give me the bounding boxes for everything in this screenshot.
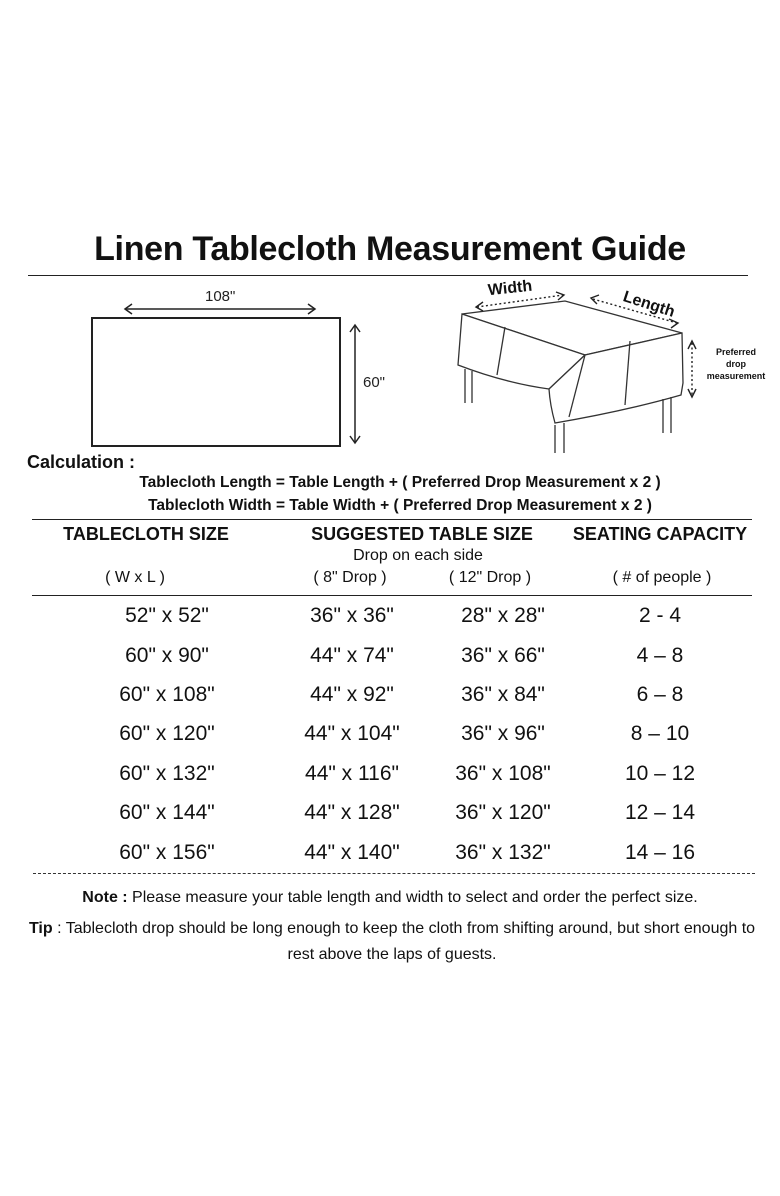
row-3-drop8: 44" x 92" bbox=[310, 683, 394, 706]
row-7-capacity: 14 – 16 bbox=[624, 841, 696, 864]
row-7-drop12: 36" x 132" bbox=[455, 841, 551, 864]
tip-paragraph bbox=[14, 916, 770, 968]
tip-text: : Tablecloth drop should be long enough to keep the cloth from shifting around, but short enough to rest above the laps of guests. bbox=[52, 920, 756, 963]
row-4-drop8: 44" x 104" bbox=[304, 722, 400, 745]
row-1-size: 52" x 52" bbox=[125, 604, 209, 627]
note-label: Note : bbox=[82, 889, 128, 906]
row-1-capacity: 2 - 4 bbox=[638, 604, 682, 627]
row-6-capacity: 12 – 14 bbox=[624, 801, 696, 824]
drop-label-line: measurement bbox=[706, 371, 766, 381]
header-tablecloth-size: TABLECLOTH SIZE bbox=[63, 524, 229, 544]
header-suggested-table-size: SUGGESTED TABLE SIZE bbox=[311, 524, 533, 544]
row-2-drop8: 44" x 74" bbox=[310, 644, 394, 667]
note-paragraph bbox=[0, 885, 780, 911]
height-dimension-arrow bbox=[346, 322, 364, 446]
drop-label-line: drop bbox=[726, 359, 746, 369]
capacity-unit-label: ( # of people ) bbox=[612, 569, 712, 586]
table-header-top-rule bbox=[32, 519, 752, 520]
row-2-capacity: 4 – 8 bbox=[636, 644, 684, 667]
drop8-label: ( 8" Drop ) bbox=[313, 569, 387, 586]
drop-label-line: Preferred bbox=[715, 347, 757, 357]
drop-note: Drop on each side bbox=[353, 547, 483, 564]
row-1-drop12: 28" x 28" bbox=[461, 604, 545, 627]
row-2-size: 60" x 90" bbox=[125, 644, 209, 667]
row-5-size: 60" x 132" bbox=[119, 762, 215, 785]
width-dimension-label: 108" bbox=[205, 288, 236, 305]
row-7-size: 60" x 156" bbox=[119, 841, 215, 864]
preferred-drop-label bbox=[702, 346, 770, 382]
table-length-label: Length bbox=[620, 288, 677, 321]
tablecloth-rectangle bbox=[91, 317, 341, 447]
row-3-capacity: 6 – 8 bbox=[636, 683, 684, 706]
tip-label: Tip bbox=[28, 920, 53, 937]
width-formula: Tablecloth Width = Table Width + ( Preferred Drop Measurement x 2 ) bbox=[148, 497, 652, 514]
row-6-drop12: 36" x 120" bbox=[455, 801, 551, 824]
size-unit-label: ( W x L ) bbox=[105, 569, 165, 586]
row-5-capacity: 10 – 12 bbox=[624, 762, 696, 785]
page-title: Linen Tablecloth Measurement Guide bbox=[94, 230, 686, 268]
row-4-drop12: 36" x 96" bbox=[461, 722, 545, 745]
row-6-drop8: 44" x 128" bbox=[304, 801, 400, 824]
height-dimension-label: 60" bbox=[363, 374, 386, 391]
row-3-drop12: 36" x 84" bbox=[461, 683, 545, 706]
row-7-drop8: 44" x 140" bbox=[304, 841, 400, 864]
length-formula: Tablecloth Length = Table Length + ( Preferred Drop Measurement x 2 ) bbox=[139, 474, 661, 491]
row-5-drop12: 36" x 108" bbox=[455, 762, 551, 785]
drop12-label: ( 12" Drop ) bbox=[448, 569, 532, 586]
note-text: Please measure your table length and width to select and order the perfect size. bbox=[127, 889, 698, 906]
row-4-capacity: 8 – 10 bbox=[630, 722, 690, 745]
table-header-bottom-rule bbox=[32, 595, 752, 596]
calculation-heading: Calculation : bbox=[27, 452, 136, 472]
header-seating-capacity: SEATING CAPACITY bbox=[572, 524, 748, 544]
table-width-label: Width bbox=[487, 277, 533, 300]
row-2-drop12: 36" x 66" bbox=[461, 644, 545, 667]
table-bottom-dashed-rule bbox=[33, 873, 755, 874]
row-4-size: 60" x 120" bbox=[119, 722, 215, 745]
row-6-size: 60" x 144" bbox=[119, 801, 215, 824]
row-1-drop8: 36" x 36" bbox=[310, 604, 394, 627]
row-5-drop8: 44" x 116" bbox=[305, 762, 399, 785]
row-3-size: 60" x 108" bbox=[119, 683, 215, 706]
